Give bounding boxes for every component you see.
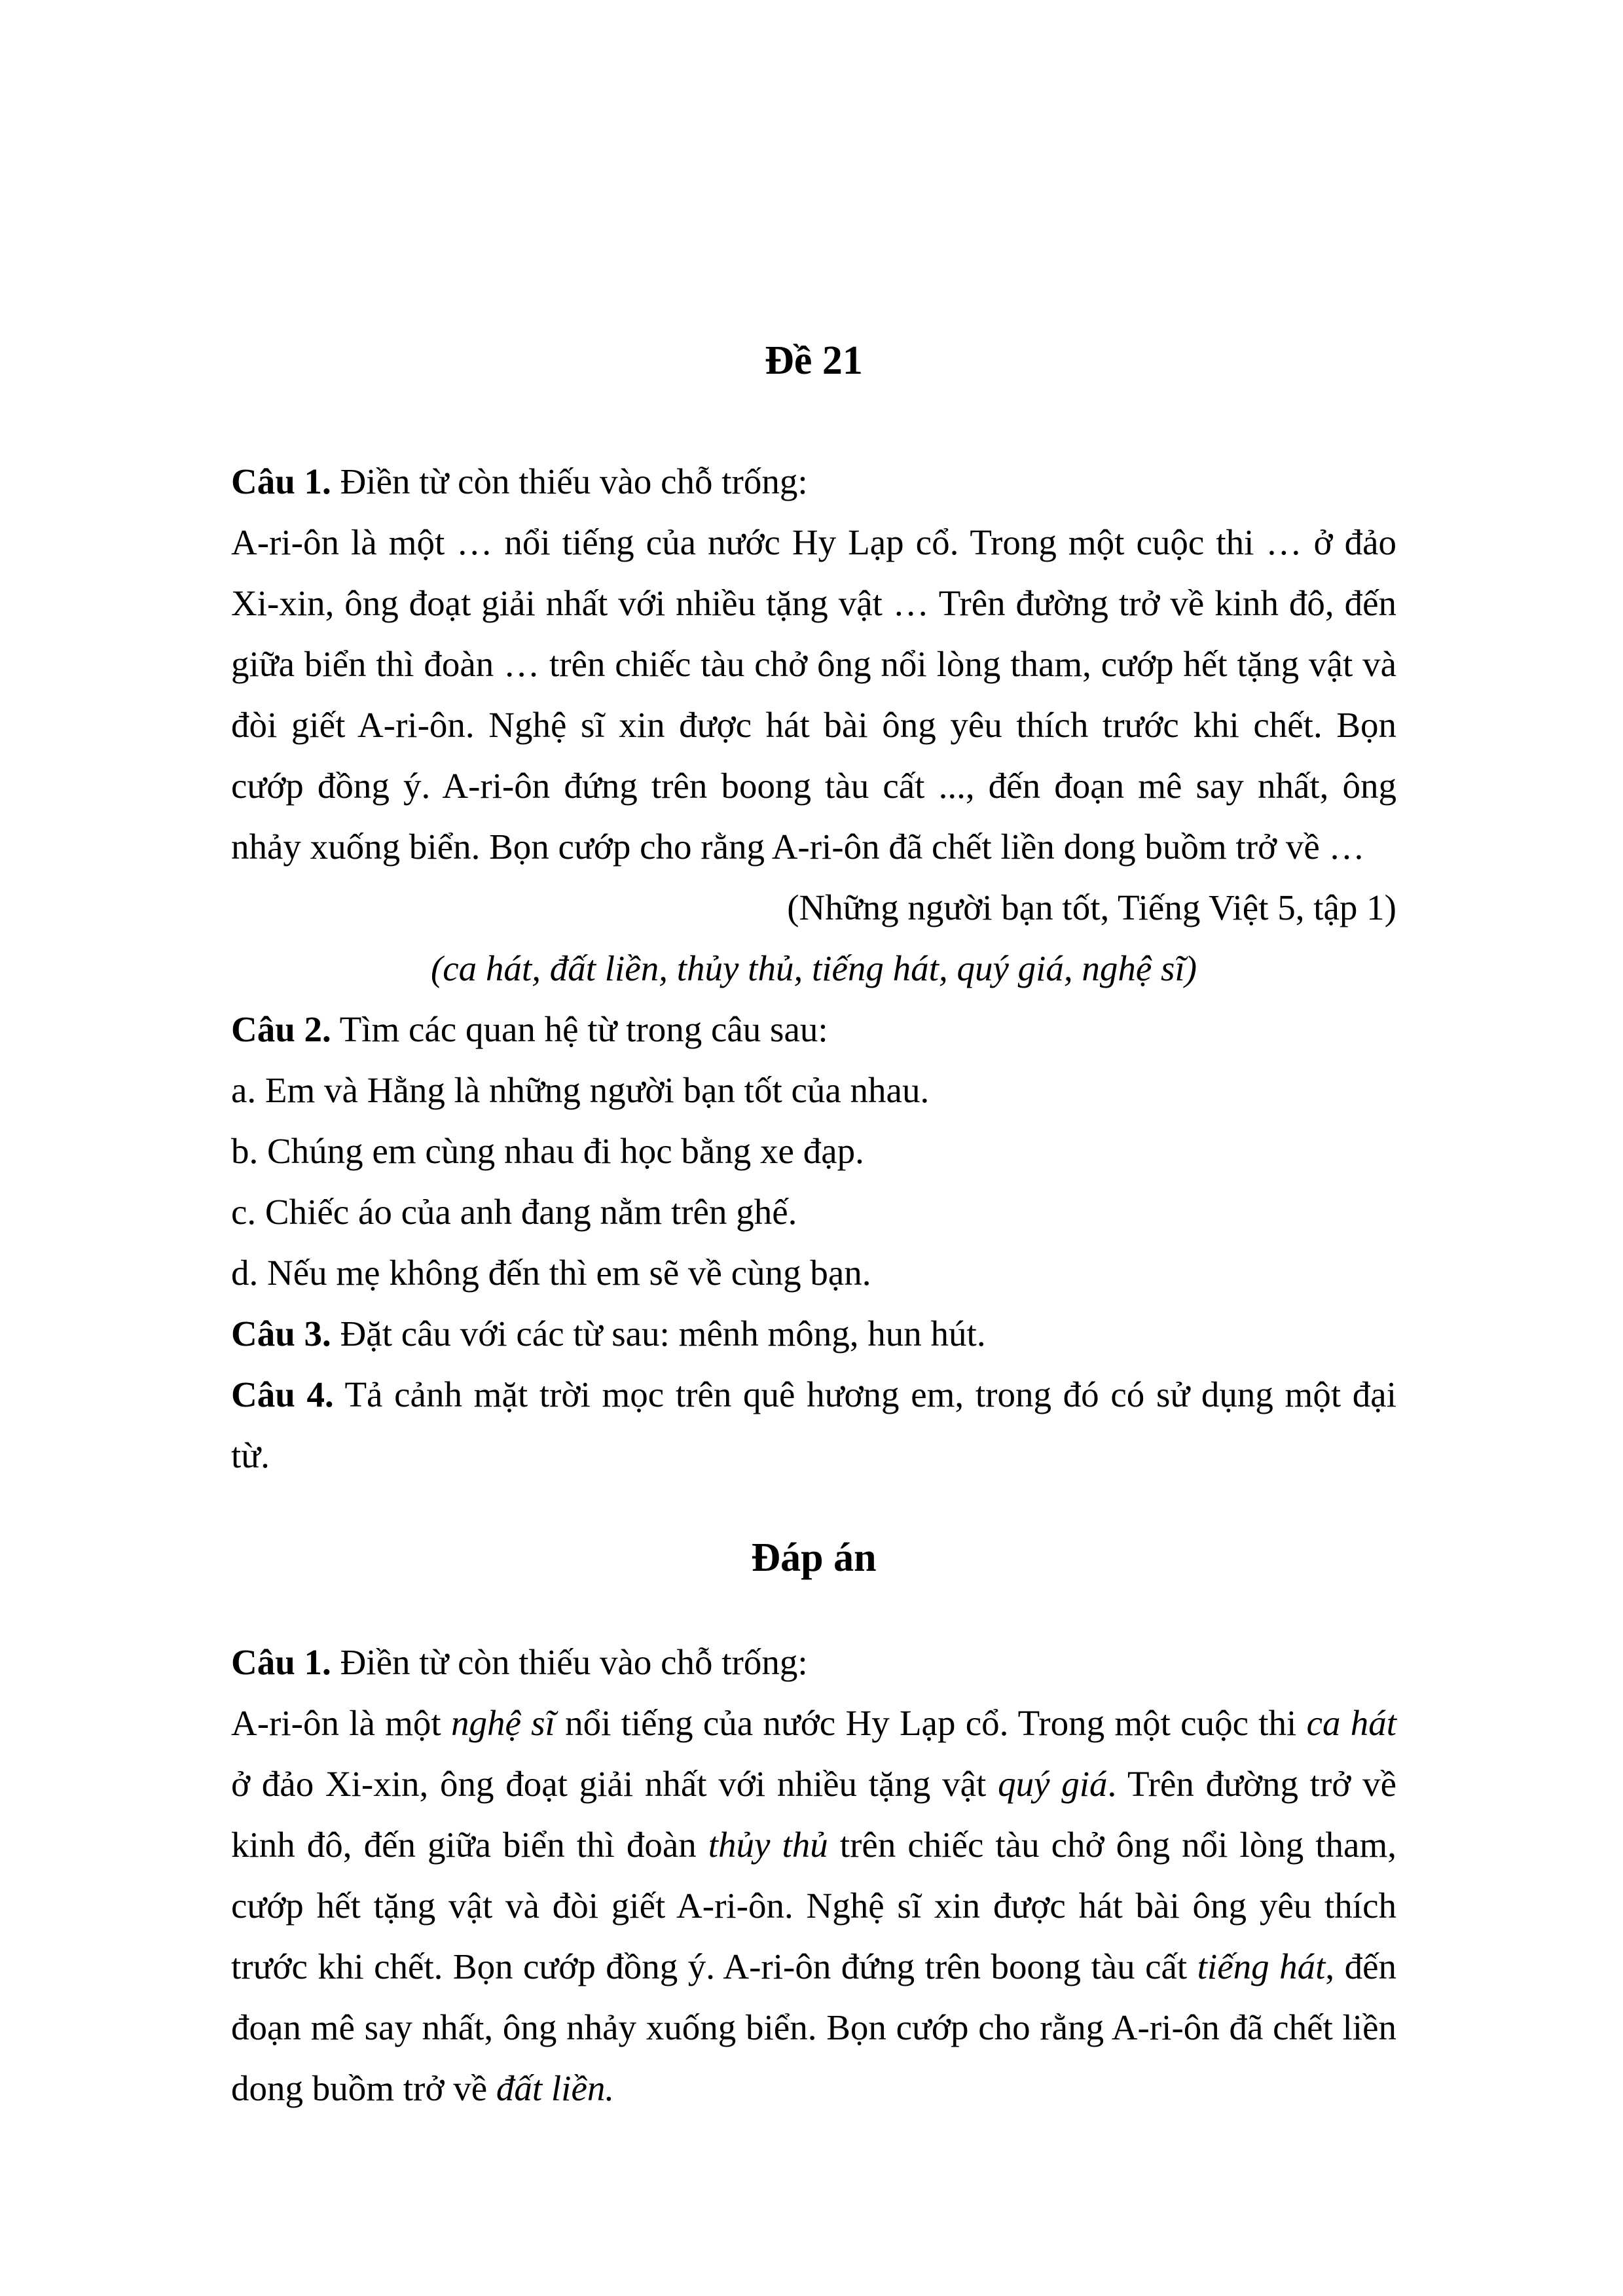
word-bank: (ca hát, đất liền, thủy thủ, tiếng hát, quý giá, nghệ sĩ) xyxy=(430,948,1197,988)
q1-passage-line-1: A-ri-ôn là một … nổi tiếng của nước Hy Lạp cổ. Trong một cuộc thi … ở đảo xyxy=(231,522,1396,562)
answer-q1-line-4: cướp hết tặng vật và đòi giết A-ri-ôn. Nghệ sĩ xin được hát bài ông yêu thích xyxy=(231,1886,1396,1926)
question-3-header xyxy=(231,1303,1396,1364)
question-4-continuation: từ. xyxy=(231,1435,270,1475)
question-1-header xyxy=(231,451,1396,512)
q1-passage-line-3: giữa biển thì đoàn … trên chiếc tàu chở ông nổi lòng tham, cướp hết tặng vật và xyxy=(231,644,1396,684)
answer-q1-line-2: ở đảo Xi-xin, ông đoạt giải nhất với nhiều tặng vật quý giá. Trên đường trở về xyxy=(231,1764,1396,1804)
question-3-prompt: Đặt câu với các từ sau: mênh mông, hun hút. xyxy=(331,1314,986,1354)
answer-q1-line-1: A-ri-ôn là một nghệ sĩ nổi tiếng của nước Hy Lạp cổ. Trong một cuộc thi ca hát xyxy=(231,1703,1397,1743)
question-1-label: Câu 1. xyxy=(231,461,331,501)
question-1-prompt: Điền từ còn thiếu vào chỗ trống: xyxy=(331,461,808,501)
page-title: Đề 21 xyxy=(765,338,863,383)
answer-q1-line-6: đoạn mê say nhất, ông nhảy xuống biển. Bọn cướp cho rằng A-ri-ôn đã chết liền xyxy=(231,2007,1396,2047)
exam-section xyxy=(231,451,1396,1486)
q2-option-a: a. Em và Hằng là những người bạn tốt của nhau. xyxy=(231,1070,930,1110)
q1-passage-line-4: đòi giết A-ri-ôn. Nghệ sĩ xin được hát bài ông yêu thích trước khi chết. Bọn xyxy=(231,705,1396,745)
question-2-header xyxy=(231,999,1396,1060)
answer-q1-line-5: trước khi chết. Bọn cướp đồng ý. A-ri-ôn đứng trên boong tàu cất tiếng hát, đến xyxy=(231,1946,1396,1986)
question-4-label: Câu 4. xyxy=(231,1374,334,1414)
q2-option-d: d. Nếu mẹ không đến thì em sẽ về cùng bạn. xyxy=(231,1253,871,1293)
q1-passage-line-6: nhảy xuống biển. Bọn cướp cho rằng A-ri-ôn đã chết liền dong buồm trở về … xyxy=(231,827,1365,867)
q2-option-b: b. Chúng em cùng nhau đi học bằng xe đạp. xyxy=(231,1131,864,1171)
passage-source: (Những người bạn tốt, Tiếng Việt 5, tập 1) xyxy=(787,888,1396,927)
question-2-prompt: Tìm các quan hệ từ trong câu sau: xyxy=(331,1009,828,1049)
answer-q1-label: Câu 1. xyxy=(231,1642,331,1682)
q1-passage-line-5: cướp đồng ý. A-ri-ôn đứng trên boong tàu cất ..., đến đoạn mê say nhất, ông xyxy=(231,766,1396,806)
question-2-label: Câu 2. xyxy=(231,1009,331,1049)
answer-q1-prompt: Điền từ còn thiếu vào chỗ trống: xyxy=(331,1642,808,1682)
question-4-prompt: Tả cảnh mặt trời mọc trên quê hương em, trong đó có sử dụng một đại xyxy=(333,1374,1396,1414)
answer-q1-line-7: dong buồm trở về đất liền. xyxy=(231,2068,615,2108)
question-4-header xyxy=(231,1364,1396,1425)
q2-option-c: c. Chiếc áo của anh đang nằm trên ghế. xyxy=(231,1192,797,1232)
question-3-label: Câu 3. xyxy=(231,1314,331,1354)
answers-section xyxy=(231,1632,1396,2119)
answer-q1-line-3: kinh đô, đến giữa biển thì đoàn thủy thủ trên chiếc tàu chở ông nổi lòng tham, xyxy=(231,1825,1396,1865)
answer-q1-header xyxy=(231,1632,1396,1693)
q1-passage-line-2: Xi-xin, ông đoạt giải nhất với nhiều tặng vật … Trên đường trở về kinh đô, đến xyxy=(231,583,1396,623)
answers-heading: Đáp án xyxy=(751,1535,877,1580)
